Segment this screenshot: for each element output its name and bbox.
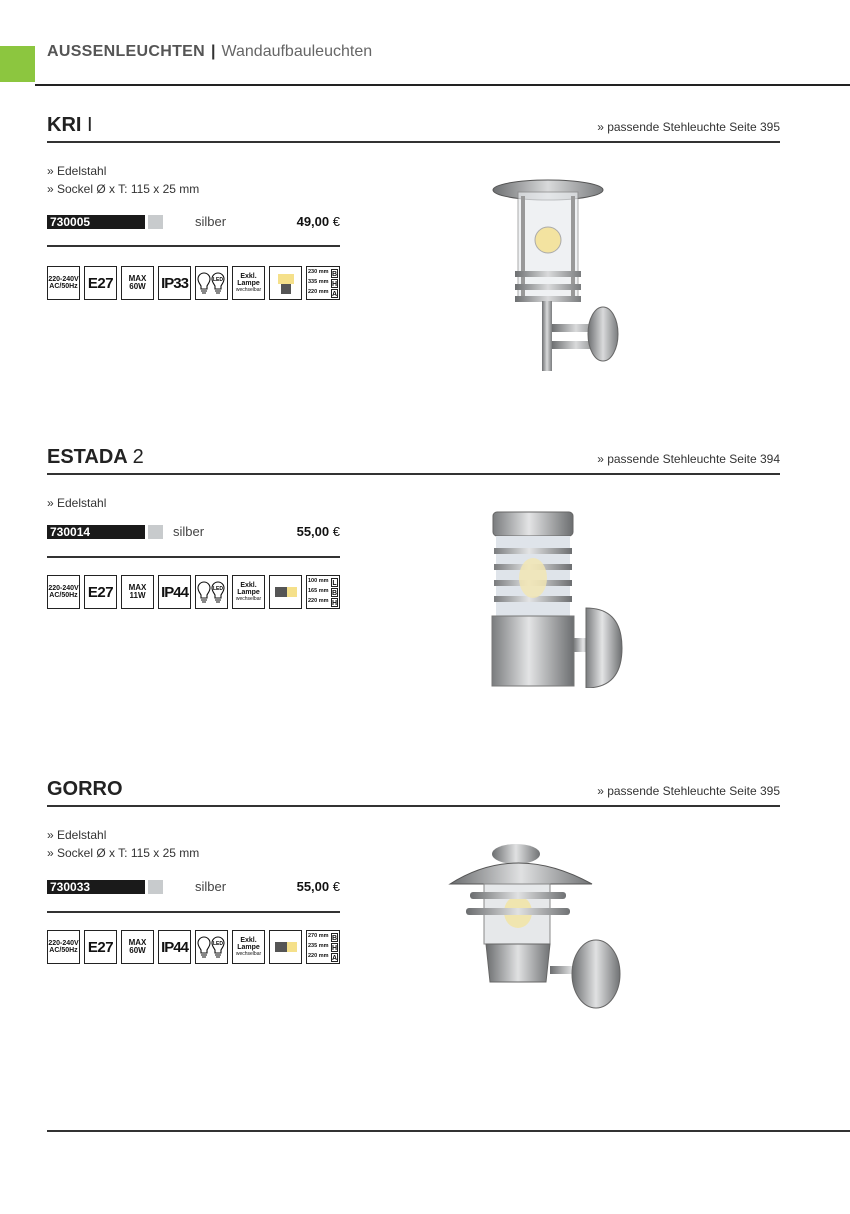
lamp-excluded-icon: Exkl. Lampe wechselbar: [232, 930, 265, 964]
product-divider: [47, 473, 780, 475]
article-number: 730014: [47, 525, 145, 539]
matching-floor-lamp-link[interactable]: » passende Stehleuchte Seite 395: [597, 784, 780, 798]
svg-text:LED: LED: [213, 277, 223, 283]
spec-icons: [47, 575, 341, 611]
matching-floor-lamp-link[interactable]: » passende Stehleuchte Seite 395: [597, 120, 780, 134]
article-divider: [47, 556, 340, 558]
article-number: 730005: [47, 215, 145, 229]
voltage-icon: 220-240V AC/50Hz: [47, 930, 80, 964]
light-direction-icon: [269, 575, 302, 609]
header-divider: [35, 84, 850, 86]
price: 55,00 €: [296, 524, 340, 539]
feature-item: » Sockel Ø x T: 115 x 25 mm: [47, 846, 200, 860]
product-gorro: [47, 778, 780, 1058]
page-header: [47, 43, 372, 61]
article-divider: [47, 911, 340, 913]
color-name: silber: [173, 524, 205, 539]
feature-item: » Sockel Ø x T: 115 x 25 mm: [47, 182, 200, 196]
svg-text:LED: LED: [213, 586, 223, 592]
max-wattage-icon: MAX 60W: [121, 266, 154, 300]
product-title: KRI I: [47, 114, 93, 136]
feature-item: » Edelstahl: [47, 164, 107, 178]
color-swatch: [148, 880, 163, 894]
light-direction-icon: [269, 930, 302, 964]
product-title: GORRO: [47, 778, 123, 800]
matching-floor-lamp-link[interactable]: » passende Stehleuchte Seite 394: [597, 452, 780, 466]
socket-icon: E27: [84, 575, 117, 609]
product-divider: [47, 805, 780, 807]
feature-item: » Edelstahl: [47, 828, 107, 842]
spec-icons: [47, 930, 341, 966]
lamp-excluded-icon: Exkl. Lampe wechselbar: [232, 575, 265, 609]
category-title: AUSSENLEUCHTEN: [47, 43, 205, 60]
color-swatch: [148, 525, 163, 539]
article-divider: [47, 245, 340, 247]
section-color-tab: [0, 46, 35, 82]
dimensions-icon: 100 mm L 165 mm B 220 mm H: [306, 575, 340, 609]
socket-icon: E27: [84, 266, 117, 300]
color-swatch: [148, 215, 163, 229]
light-direction-icon: [269, 266, 302, 300]
ip-rating-icon: IP44: [158, 575, 191, 609]
product-estada: [47, 446, 780, 726]
spec-icons: [47, 266, 341, 302]
header-separator: |: [211, 43, 216, 60]
voltage-icon: 220-240V AC/50Hz: [47, 575, 80, 609]
article-row: [47, 524, 340, 540]
product-photo-estada: [488, 508, 628, 688]
bulb-led-icon: [195, 266, 228, 300]
color-name: silber: [195, 214, 227, 229]
product-photo-kri: [485, 176, 625, 376]
max-wattage-icon: MAX 11W: [121, 575, 154, 609]
product-divider: [47, 141, 780, 143]
footer-divider: [47, 1130, 850, 1132]
article-number: 730033: [47, 880, 145, 894]
max-wattage-icon: MAX 60W: [121, 930, 154, 964]
dimensions-icon: 270 mm B 235 mm H 220 mm A: [306, 930, 340, 964]
bulb-led-icon: [195, 930, 228, 964]
bulb-led-icon: [195, 575, 228, 609]
dimensions-icon: 230 mm B 335 mm H 220 mm A: [306, 266, 340, 300]
subcategory-title: Wandaufbauleuchten: [221, 43, 373, 60]
product-kri: [47, 114, 780, 394]
product-title: ESTADA 2: [47, 446, 144, 468]
socket-icon: E27: [84, 930, 117, 964]
color-name: silber: [195, 879, 227, 894]
ip-rating-icon: IP44: [158, 930, 191, 964]
price: 49,00 €: [296, 214, 340, 229]
article-row: [47, 879, 340, 895]
price: 55,00 €: [296, 879, 340, 894]
feature-item: » Edelstahl: [47, 496, 107, 510]
voltage-icon: 220-240V AC/50Hz: [47, 266, 80, 300]
product-photo-gorro: [446, 842, 626, 1014]
article-row: [47, 214, 340, 230]
ip-rating-icon: IP33: [158, 266, 191, 300]
lamp-excluded-icon: Exkl. Lampe wechselbar: [232, 266, 265, 300]
svg-text:LED: LED: [213, 941, 223, 947]
